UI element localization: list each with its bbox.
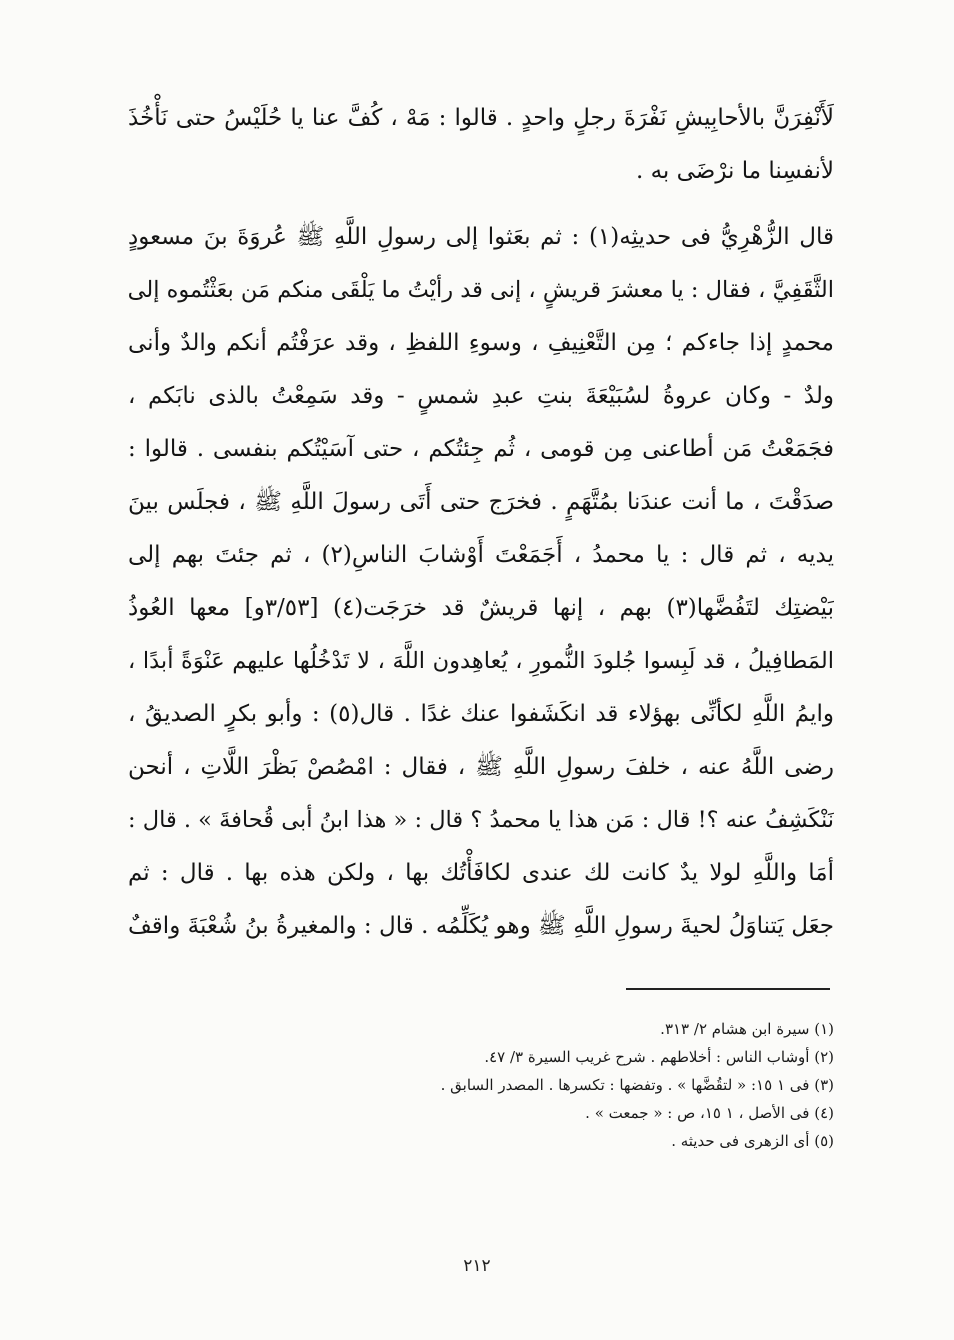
text-line: محمدٍ إذا جاءكم ؛ مِن التَّعْنِيفِ ، وسوءِ اللفظِ ، وقد عرَفْتُم أنكم والدٌ وأنى: [128, 330, 834, 356]
text-line: صدَقْتَ ، ما أنت عندَنا بمُتَّهَمٍ . فخرَج حتى أَتَى رسولَ اللَّهِ ﷺ ، فجلَس بينَ: [128, 489, 834, 515]
text-line: بَيْضتِك لتَفُضَّها(٣) بهم ، إنها قريشٌ قد خرَجَت(٤) [٣/٥٣و] معها العُوذُ: [128, 595, 834, 621]
text-line: لَأَنْفِرَنَّ بالأحابِيشِ نَفْرَةَ رجلٍ واحدٍ . قالوا : مَهْ ، كُفَّ عنا يا حُلَيْسُ حتى نَأْخُذَ: [128, 105, 834, 131]
footnotes: [128, 1015, 834, 1155]
text-line: فجَمَعْتُ مَن أطاعنى مِن قومى ، ثُم جِئتُكم ، حتى آسَيْتُكم بنفسى . قالوا :: [128, 436, 834, 462]
footnote-5: (٥) أى الزهرى فى حديثه .: [671, 1132, 834, 1150]
text-line: لأنفسِنا ما نرْضَى به .: [635, 158, 834, 184]
text-line: رضى اللَّهُ عنه ، خلفَ رسولِ اللَّهِ ﷺ ، فقال : امْصُصْ بَظْرَ اللَّاتِ ، أنحن: [128, 754, 834, 780]
text-line: ولدٌ - وكان عروةُ لسُبَيْعَةَ بنتِ عبدِ شمسٍ - وقد سَمِعْتُ بالذى نابَكم ،: [128, 383, 834, 409]
footnote-2: (٢) أوشاب الناس : أخلاطهم . شرح غريب السيرة ٣/ ٤٧.: [484, 1048, 834, 1066]
text-line: يديه ، ثم قال : يا محمدُ ، أَجَمَعْتَ أَوْشابَ الناسِ(٢) ، ثم جئتَ بهم إلى: [128, 542, 834, 568]
text-line: المَطافِيلُ ، قد لَبِسوا جُلودَ النُّمورِ ، يُعاهِدون اللَّهَ ، لا تَدْخُلُها عليهم عَنْوَةً أبدًا ،: [128, 648, 834, 674]
footnote-3: (٣) فى ١ ١٥: « لتقُضَّها » . وتفضها : تكسرها . المصدر السابق .: [440, 1076, 834, 1094]
text-line: وايمُ اللَّهِ لكأنِّى بهؤلاء قد انكَشَفوا عنك غدًا . قال(٥) : وأبو بكرٍ الصديقُ ،: [128, 701, 834, 727]
text-line: جعَل يَتناوَلُ لحيةَ رسولِ اللَّهِ ﷺ وهو يُكَلِّمُه . قال : والمغيرةُ بنُ شُعْبَةَ واقفٌ: [128, 913, 834, 939]
text-line: الثَّقَفِيَّ ، فقال : يا معشرَ قريشٍ ، إنى قد رأيْتُ ما يَلْقَى منكم مَن بعَثْتُموه إلى: [128, 277, 834, 303]
page-number: ٢١٢: [463, 1256, 491, 1276]
text-line: نَنْكَشِفُ عنه ؟! قال : مَن هذا يا محمدُ ؟ قال : « هذا ابنُ أبى قُحافةَ » . قال :: [128, 807, 834, 833]
paragraph-1: [128, 92, 834, 198]
paragraph-2: [128, 211, 834, 953]
footnote-divider: [626, 988, 830, 990]
footnote-4: (٤) فى الأصل ، ١ ١٥، ص : « جمعت » .: [585, 1104, 834, 1122]
text-line: قال الزُّهْرِيُّ فى حديثِه(١) : ثم بعَثوا إلى رسولِ اللَّهِ ﷺ عُروَةَ بنَ مسعودٍ: [128, 224, 834, 250]
text-line: أمَا واللَّهِ لولا يدٌ كانت لك عندى لكافَأْتُك بها ، ولكن هذه بها . قال : ثم: [128, 860, 834, 886]
footnote-1: (١) سيرة ابن هشام ٢/ ٣١٣.: [660, 1020, 834, 1038]
